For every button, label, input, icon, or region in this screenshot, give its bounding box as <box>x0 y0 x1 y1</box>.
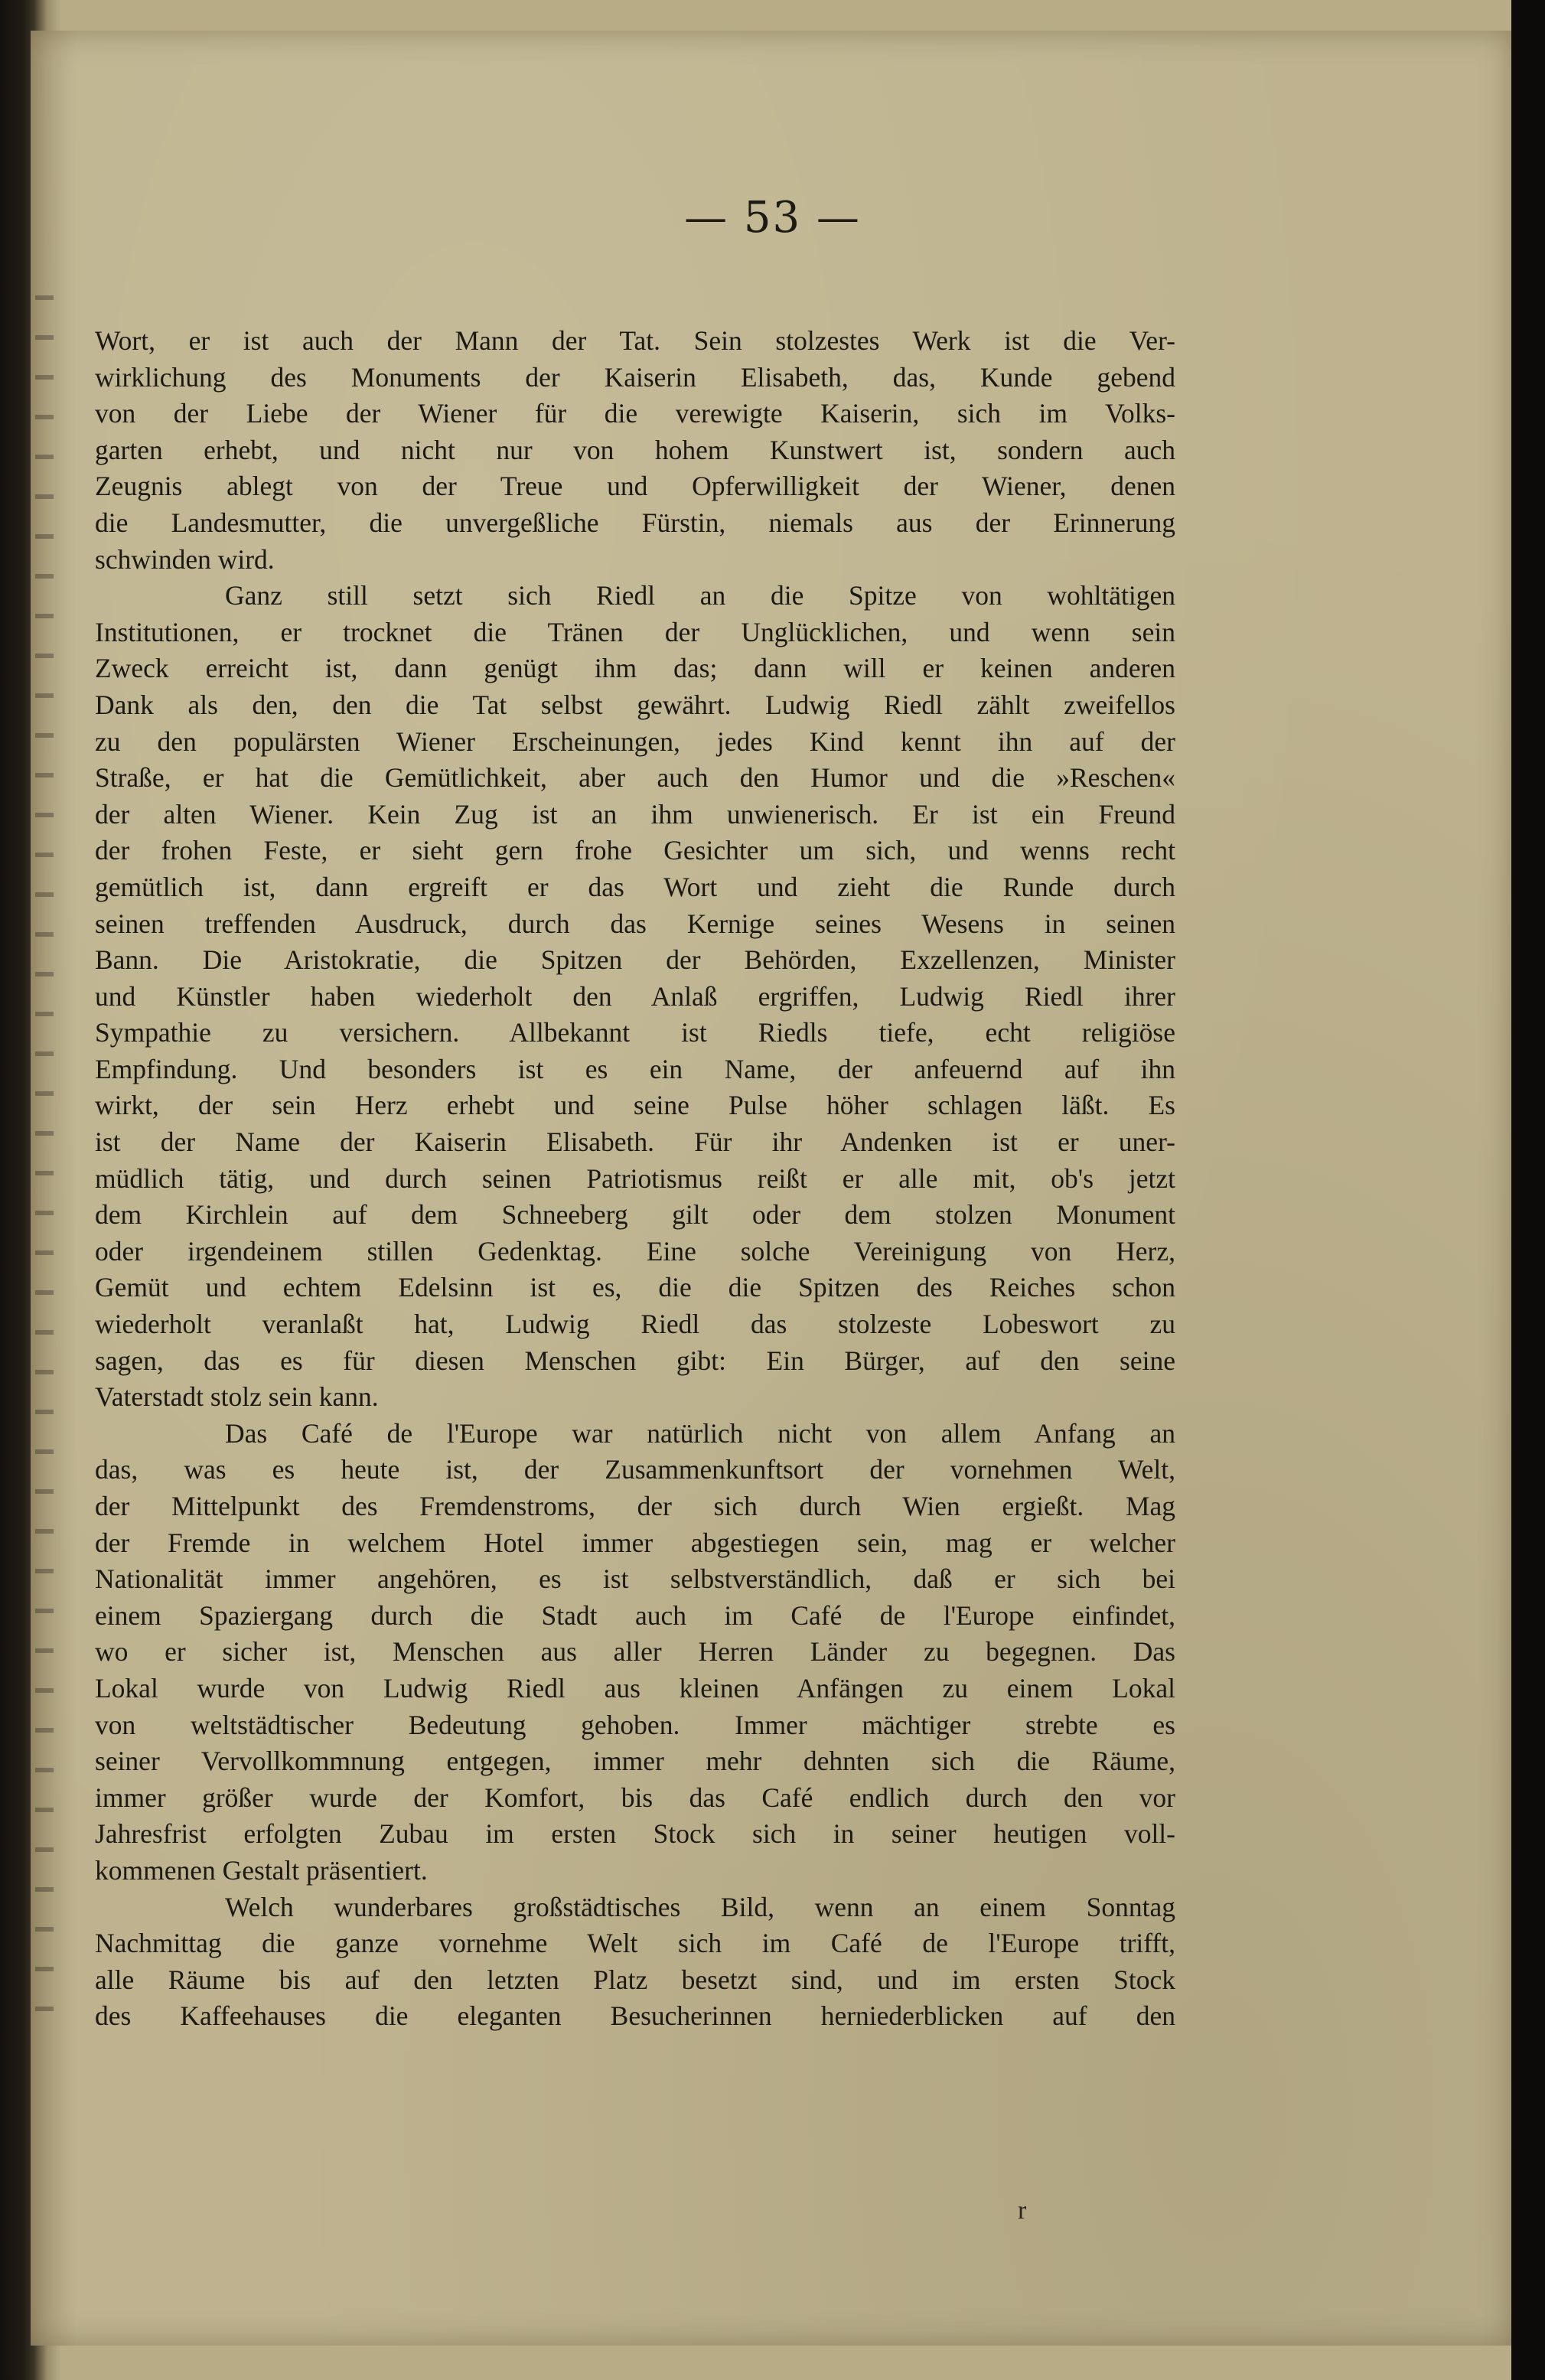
page-number: — 53 — <box>684 193 861 243</box>
text-line: einem Spaziergang durch die Stadt auch im Café de l'Europe einfindet, <box>95 1599 1175 1631</box>
text-line: alle Räume bis auf den letzten Platz besetzt sind, und im ersten Stock <box>95 1964 1175 1995</box>
text-line: müdlich tätig, und durch seinen Patriotismus reißt er alle mit, ob's jetzt <box>95 1162 1175 1194</box>
text-line: Dank als den, den die Tat selbst gewährt. Ludwig Riedl zählt zweifellos <box>95 689 1175 720</box>
text-line: Sympathie zu versichern. Allbekannt ist Riedls tiefe, echt religiöse <box>95 1017 1175 1048</box>
text-line: gemütlich ist, dann ergreift er das Wort und zieht die Runde durch <box>95 871 1175 902</box>
text-line: immer größer wurde der Komfort, bis das Café endlich durch den vor <box>95 1782 1175 1813</box>
text-line: seiner Vervollkommnung entgegen, immer mehr dehnten sich die Räume, <box>95 1746 1175 1777</box>
text-line: Straße, er hat die Gemütlichkeit, aber auch den Humor und die »Reschen« <box>95 762 1175 794</box>
text-line: wirkt, der sein Herz erhebt und seine Pulse höher schlagen läßt. Es <box>95 1090 1175 1121</box>
text-line: Zweck erreicht ist, dann genügt ihm das; dann will er keinen anderen <box>95 653 1175 684</box>
text-line: Lokal wurde von Ludwig Riedl aus kleinen Anfängen zu einem Lokal <box>95 1672 1175 1703</box>
text-line: Vaterstadt stolz sein kann. <box>95 1381 379 1413</box>
text-line: wiederholt veranlaßt hat, Ludwig Riedl das stolzeste Lobeswort zu <box>95 1309 1175 1340</box>
text-line: der Mittelpunkt des Fremdenstroms, der sich durch Wien ergießt. Mag <box>95 1491 1175 1521</box>
text-line: Empfindung. Und besonders ist es ein Name, der anfeuernd auf ihn <box>95 1053 1175 1084</box>
gutter-bleed-marks <box>35 260 54 2020</box>
text-line: die Landesmutter, die unvergeßliche Fürstin, niemals aus der Erinnerung <box>95 507 1175 538</box>
body-text <box>95 323 1175 2035</box>
text-line: zu den populärsten Wiener Erscheinungen, jedes Kind kennt ihn auf der <box>95 725 1175 757</box>
text-line: der alten Wiener. Kein Zug ist an ihm unwienerisch. Er ist ein Freund <box>95 798 1175 830</box>
text-line: wirklichung des Monuments der Kaiserin Elisabeth, das, Kunde gebend <box>95 361 1175 393</box>
text-line: Ganz still setzt sich Riedl an die Spitze von wohltätigen <box>225 580 1175 611</box>
text-line: oder irgendeinem stillen Gedenktag. Eine solche Vereinigung von Herz, <box>95 1235 1175 1267</box>
text-line: garten erhebt, und nicht nur von hohem Kunstwert ist, sondern auch <box>95 434 1175 465</box>
text-line: Jahresfrist erfolgten Zubau im ersten Stock sich in seiner heutigen voll- <box>95 1818 1175 1850</box>
text-line: von weltstädtischer Bedeutung gehoben. Immer mächtiger strebte es <box>95 1709 1175 1740</box>
text-line: des Kaffeehauses die eleganten Besucherinnen herniederblicken auf den <box>95 2000 1175 2032</box>
text-line: Wort, er ist auch der Mann der Tat. Sein stolzestes Werk ist die Ver- <box>95 325 1175 356</box>
text-line: Nachmittag die ganze vornehme Welt sich im Café de l'Europe trifft, <box>95 1928 1175 1959</box>
text-line: Institutionen, er trocknet die Tränen der Unglücklichen, und wenn sein <box>95 616 1175 647</box>
text-line: und Künstler haben wiederholt den Anlaß ergriffen, Ludwig Riedl ihrer <box>95 980 1175 1012</box>
text-line: schwinden wird. <box>95 543 275 575</box>
text-line: Gemüt und echtem Edelsinn ist es, die die Spitzen des Reiches schon <box>95 1272 1175 1303</box>
scan-right-border <box>1511 0 1545 2380</box>
text-line: von der Liebe der Wiener für die verewigte Kaiserin, sich im Volks- <box>95 398 1175 429</box>
stray-ink-mark: r <box>1018 2196 1027 2225</box>
text-line: Welch wunderbares großstädtisches Bild, wenn an einem Sonntag <box>225 1891 1175 1922</box>
text-line: Das Café de l'Europe war natürlich nicht von allem Anfang an <box>225 1417 1175 1449</box>
text-line: dem Kirchlein auf dem Schneeberg gilt oder dem stolzen Monument <box>95 1199 1175 1231</box>
text-line: Bann. Die Aristokratie, die Spitzen der Behörden, Exzellenzen, Minister <box>95 944 1175 976</box>
text-line: ist der Name der Kaiserin Elisabeth. Für ihr Andenken ist er uner- <box>95 1126 1175 1158</box>
text-line: der Fremde in welchem Hotel immer abgestiegen sein, mag er welcher <box>95 1527 1175 1558</box>
text-line: wo er sicher ist, Menschen aus aller Herren Länder zu begegnen. Das <box>95 1636 1175 1668</box>
text-line: der frohen Feste, er sieht gern frohe Gesichter um sich, und wenns recht <box>95 835 1175 866</box>
text-line: Zeugnis ablegt von der Treue und Opferwilligkeit der Wiener, denen <box>95 471 1175 502</box>
text-line: kommenen Gestalt präsentiert. <box>95 1854 428 1886</box>
text-line: sagen, das es für diesen Menschen gibt: Ein Bürger, auf den seine <box>95 1345 1175 1376</box>
text-line: seinen treffenden Ausdruck, durch das Kernige seines Wesens in seinen <box>95 908 1175 939</box>
text-line: das, was es heute ist, der Zusammenkunftsort der vornehmen Welt, <box>95 1454 1175 1485</box>
text-line: Nationalität immer angehören, es ist selbstverständlich, daß er sich bei <box>95 1563 1175 1595</box>
